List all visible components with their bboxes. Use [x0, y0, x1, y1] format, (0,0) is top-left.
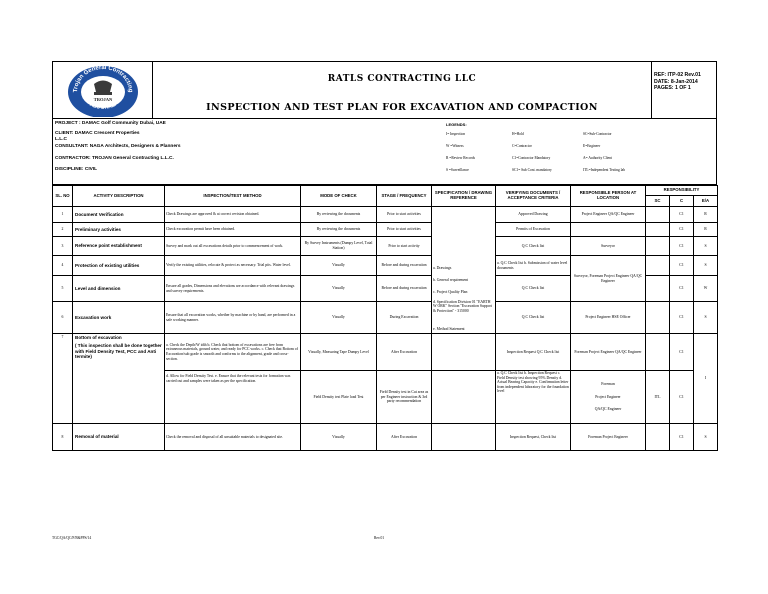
cell-mode: Visually, Measuring Tape Dumpy Level: [301, 334, 377, 371]
spec-item: c. Project Quality Plan: [433, 290, 468, 295]
legend-item: SC=Sub-Contractor: [583, 132, 612, 136]
cell-activity: Excavation work: [73, 302, 165, 334]
cell-verify: Approved Drawing: [496, 207, 571, 223]
cell-person: Surveyor: [571, 237, 646, 256]
cell-mode: By reviewing the documents: [301, 223, 377, 237]
spec-item: b. General requirement: [433, 278, 469, 283]
cell-verify: Q.C Check list: [496, 276, 571, 302]
activity-note: ( This inspection shall be done together with Field Density Test, PCC and Anti termite): [75, 343, 162, 360]
legend-item: SC1= Sub Cont. mandatory: [512, 168, 552, 172]
person-line: QA/QC Engineer: [594, 407, 622, 412]
cell-method: Survey and mark out all excavations details prior to commencement of work.: [165, 237, 301, 256]
client-line: CLIENT: DAMAC Crescent Properties: [55, 131, 140, 136]
footer-doc-code: TGC/QA/QC/F/B&PPS/14: [52, 536, 92, 540]
cell-verify: a. Q.C Check list b. Inspection Request c. Field Density test showing 95% Density d. Actual Bearing Capacity e. Confirmation letter from independent laboratory for the foundation level: [496, 371, 571, 424]
cell-ea: S: [694, 302, 718, 334]
cell-person: Project Engineer QA/QC Engineer: [571, 207, 646, 223]
cell-verify: Inspection Request Q.C Check list: [496, 334, 571, 371]
cell-activity: Document Verification: [73, 207, 165, 223]
legend-item: A= Authority Client: [583, 156, 612, 160]
col-sl: SL. NO: [53, 186, 73, 207]
cell-person-merged: Surveyor, Foreman Project Engineer QA/QC Engineer: [571, 256, 646, 302]
legend-item: C=Contractor: [512, 144, 532, 148]
consultant-line: CONSULTANT: NAGA Architects, Designers & Planners: [55, 144, 181, 149]
cell-sc: [646, 302, 670, 334]
cell-method: Ensure that all excavation works, whether by machine or by hand, are performed in a safe working manner.: [165, 302, 301, 334]
cell-sl: 1: [53, 207, 73, 223]
discipline-line: DISCIPLINE: CIVIL: [55, 167, 98, 172]
cell-method: Ensure all grades, Dimensions and elevations are accordance with relevant drawings and survey requirements.: [165, 276, 301, 302]
cell-stage: During Excavation: [377, 302, 432, 334]
cell-c: C1: [670, 276, 694, 302]
cell-method: d. Allow for Field Density Test. e. Ensure that the relevant tests for formation was carried out and samples were taken as per the specification.: [165, 371, 301, 424]
activity-title: Bottom of excavation: [75, 335, 122, 340]
legend-item: ITL=Independent Testing lab: [583, 168, 626, 172]
trojan-logo-icon: [66, 63, 140, 117]
col-sc: SC: [646, 196, 670, 207]
cell-c: C1: [670, 334, 694, 371]
cell-ea: S: [694, 424, 718, 451]
cell-stage: Before and during excavation: [377, 256, 432, 276]
cell-sl: 4: [53, 256, 73, 276]
spec-item: d. Specification Division 01 "EARTH W ORK" Section "Excavation Support & Protection" - 315000: [433, 299, 492, 313]
reference-block: [652, 62, 716, 118]
cell-sl: 8: [53, 424, 73, 451]
col-c: C: [670, 196, 694, 207]
cell-ea: I: [694, 334, 718, 424]
cell-c: C1: [670, 371, 694, 424]
cell-ea: R: [694, 207, 718, 223]
title-cell: [153, 62, 652, 118]
cell-sc: [646, 276, 670, 302]
cell-activity: Level and dimension: [73, 276, 165, 302]
cell-mode: Field Density test Plate load Test: [301, 371, 377, 424]
cell-sc: [646, 223, 670, 237]
cell-sc: ITL: [646, 371, 670, 424]
cell-person: [571, 371, 646, 424]
cell-c: C1: [670, 223, 694, 237]
company-logo: [53, 62, 153, 118]
cell-person: Foreman Project Engineer QA/QC Engineer: [571, 334, 646, 371]
cell-stage: Before and during excavation: [377, 276, 432, 302]
legend-item: E=Engineer: [583, 144, 601, 148]
cell-sc: [646, 424, 670, 451]
table-row: [53, 256, 718, 276]
cell-stage: Prior to start activity: [377, 237, 432, 256]
table-header-row: [53, 186, 718, 196]
cell-ea: R: [694, 223, 718, 237]
cell-sc: [646, 207, 670, 223]
cell-person: Foreman Project Engineer: [571, 424, 646, 451]
cell-mode: By reviewing the documents: [301, 207, 377, 223]
project-line: PROJECT : DAMAC Golf Community Dubai, UAE: [55, 121, 166, 126]
cell-mode: Visually: [301, 256, 377, 276]
cell-person: [571, 223, 646, 237]
table-row: [53, 237, 718, 256]
legend-item: R =Review Records: [446, 156, 475, 160]
cell-c: C1: [670, 424, 694, 451]
document-title: INSPECTION AND TEST PLAN FOR EXCAVATION AND COMPACTION: [206, 102, 598, 113]
cell-activity: Reference point establishment: [73, 237, 165, 256]
cell-spec: [432, 334, 496, 371]
cell-sl: 3: [53, 237, 73, 256]
col-responsibility: RESPONSIBILITY: [646, 186, 718, 196]
itp-sheet: [52, 61, 717, 451]
cell-verify: Q.C Check list: [496, 302, 571, 334]
cell-ea: S: [694, 256, 718, 276]
cell-sl: 7: [53, 334, 73, 424]
cell-method: a. Check the Depth/W idth b. Check that bottom of excavations are free from extraneous materials, ground water, and ready for PCC works. c. Check that Bottom of Excavation/sub grade is smooth and conforms to the alignment, grade and cross-section.: [165, 334, 301, 371]
cell-stage: Prior to start activities: [377, 223, 432, 237]
ref-date: DATE: 8-Jan-2014: [654, 78, 698, 85]
legend-item: H=Hold: [512, 132, 524, 136]
cell-ea: S: [694, 237, 718, 256]
legend-item: W =Witness: [446, 144, 464, 148]
cell-sl: 2: [53, 223, 73, 237]
cell-verify: Permits of Excavation: [496, 223, 571, 237]
ref-pages: PAGES: 1 OF 1: [654, 85, 691, 91]
cell-mode: Visually: [301, 424, 377, 451]
cell-activity: Protection of existing utilities: [73, 256, 165, 276]
legend-item: C1=Contractor Mandatory: [512, 156, 551, 160]
col-ea: E/A: [694, 196, 718, 207]
cell-sc: [646, 256, 670, 276]
legend-item: S =Surveillance: [446, 168, 469, 172]
cell-verify: Inspection Request, Check list: [496, 424, 571, 451]
cell-stage: After Excavation: [377, 334, 432, 371]
person-line: Project Engineer: [595, 394, 621, 399]
cell-ea: W: [694, 276, 718, 302]
contractor-line: CONTRACTOR: TROJAN General Contracting L.L.C.: [55, 156, 174, 161]
cell-c: C1: [670, 207, 694, 223]
cell-spec-merged: [432, 207, 496, 334]
logo-name-text: TROJAN: [93, 97, 112, 102]
person-line: Foreman: [601, 382, 615, 387]
cell-person: Project Engineer HSE Officer: [571, 302, 646, 334]
cell-stage: Prior to start activities: [377, 207, 432, 223]
cell-spec: [432, 371, 496, 424]
project-info: [52, 119, 717, 185]
cell-activity: Preliminary activities: [73, 223, 165, 237]
table-row: [53, 334, 718, 371]
cell-mode: Visually: [301, 302, 377, 334]
itp-table: [52, 185, 718, 451]
cell-method: Verify the existing utilities, relocate & protect as necessary. Trial pits. Water level.: [165, 256, 301, 276]
cell-activity: Removal of material: [73, 424, 165, 451]
header: [52, 61, 717, 119]
cell-mode: Visually: [301, 276, 377, 302]
table-row: [53, 223, 718, 237]
ref-number: REF: ITP-02 Rev.01: [654, 72, 701, 78]
legend-item: I= Inspection: [446, 132, 466, 136]
table-row: [53, 207, 718, 223]
cell-verify: a. Q.C Check list b. Submission of water level documents: [496, 256, 571, 276]
cell-method: Check excavation permit have been obtained.: [165, 223, 301, 237]
client-line-2: L.L.C: [55, 137, 67, 142]
cell-sc: [646, 334, 670, 371]
company-name: RATLS CONTRACTING LLC: [327, 74, 477, 84]
cell-c: C1: [670, 237, 694, 256]
cell-method: Check the removal and disposal of all unsuitable materials to designated site.: [165, 424, 301, 451]
footer-revision: Rev.01: [374, 536, 385, 540]
cell-sc: [646, 237, 670, 256]
col-stage: STAGE / FREQUENCY: [377, 186, 432, 207]
cell-spec: [432, 424, 496, 451]
cell-c: C1: [670, 256, 694, 276]
cell-verify: Q.C Check list: [496, 237, 571, 256]
logo-city-text: ABU DHABI: [88, 101, 117, 111]
cell-sl: 6: [53, 302, 73, 334]
col-person: RESPONSIBLE PERSON AT LOCATION: [571, 186, 646, 207]
col-mode: MODE OF CHECK: [301, 186, 377, 207]
col-activity: ACTIVITY DESCRIPTION: [73, 186, 165, 207]
cell-activity: [73, 334, 165, 424]
table-row: [53, 302, 718, 334]
col-method: INSPECTION/TEST METHOD: [165, 186, 301, 207]
spec-item: e. Method Statement: [433, 327, 465, 332]
col-spec: SPECIFICATION / DRAWING REFERENCE: [432, 186, 496, 207]
cell-mode: By Survey Instruments (Dumpy Level, Total Station): [301, 237, 377, 256]
logo-ring-text: Trojan General Contracting: [72, 64, 133, 93]
col-verify: VERIFYING DOCUMENTS / ACCEPTANCE CRITERIA: [496, 186, 571, 207]
cell-stage: After Excavation: [377, 424, 432, 451]
cell-sl: 5: [53, 276, 73, 302]
cell-c: C1: [670, 302, 694, 334]
spec-item: a. Drawings: [433, 265, 452, 270]
cell-method: Check Drawings are approved & at correct revision obtained.: [165, 207, 301, 223]
table-row: [53, 424, 718, 451]
legend-title: LEGENDS:: [446, 122, 467, 127]
cell-stage: Field Density test in Cut area as per Engineer instruction & 3rd party recommendation: [377, 371, 432, 424]
